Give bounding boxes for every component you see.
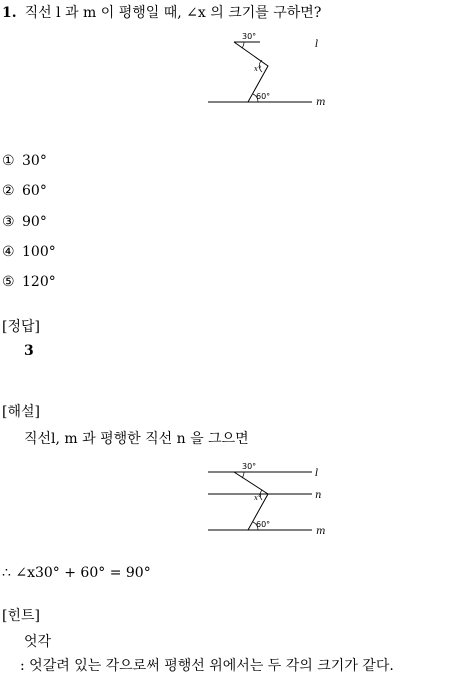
option-4-text: 100° (22, 244, 56, 260)
label-l: l (315, 468, 319, 479)
solution-label: [해설] (2, 404, 40, 420)
option-2-marker: ② (2, 183, 15, 199)
hint-label: [힌트] (2, 608, 40, 624)
figure-parallel-lines (200, 28, 340, 110)
option-5-text: 120° (22, 274, 56, 290)
option-3-marker: ③ (2, 214, 15, 230)
option-3-text: 90° (22, 214, 47, 230)
label-30: 30° (242, 462, 257, 471)
option-4-marker: ④ (2, 244, 15, 260)
label-x: x° (254, 494, 262, 502)
question (2, 2, 321, 22)
option-1[interactable] (2, 153, 47, 169)
arc-30 (242, 472, 244, 478)
option-4[interactable] (2, 244, 56, 260)
figure-with-parallel-n (200, 456, 340, 540)
label-60: 60° (256, 92, 271, 101)
hint-text: : 엇갈려 있는 각으로써 평행선 위에서는 두 각의 크기가 같다. (20, 658, 394, 674)
answer-value: 3 (24, 343, 34, 359)
question-number: 1. (2, 5, 17, 21)
question-text: 직선 l 과 m 이 평행일 때, ∠x 의 크기를 구하면? (24, 5, 322, 21)
label-m: m (316, 526, 326, 537)
label-m: m (316, 97, 326, 108)
option-3[interactable] (2, 214, 47, 230)
label-l: l (315, 39, 319, 50)
label-x: x° (254, 65, 262, 73)
answer-label: [정답] (2, 319, 40, 335)
hint-term: 엇각 (24, 634, 52, 650)
option-2-text: 60° (22, 183, 47, 199)
option-1-marker: ① (2, 153, 15, 169)
option-2[interactable] (2, 183, 47, 199)
label-30: 30° (242, 32, 257, 41)
label-n: n (315, 490, 322, 501)
solution-formula: ∴ ∠x30° + 60° = 90° (2, 565, 151, 581)
option-5-marker: ⑤ (2, 274, 15, 290)
arc-30 (242, 42, 244, 48)
solution-text: 직선l, m 과 평행한 직선 n 을 그으면 (24, 431, 249, 447)
label-60: 60° (256, 520, 271, 529)
option-1-text: 30° (22, 153, 47, 169)
option-5[interactable] (2, 274, 56, 290)
